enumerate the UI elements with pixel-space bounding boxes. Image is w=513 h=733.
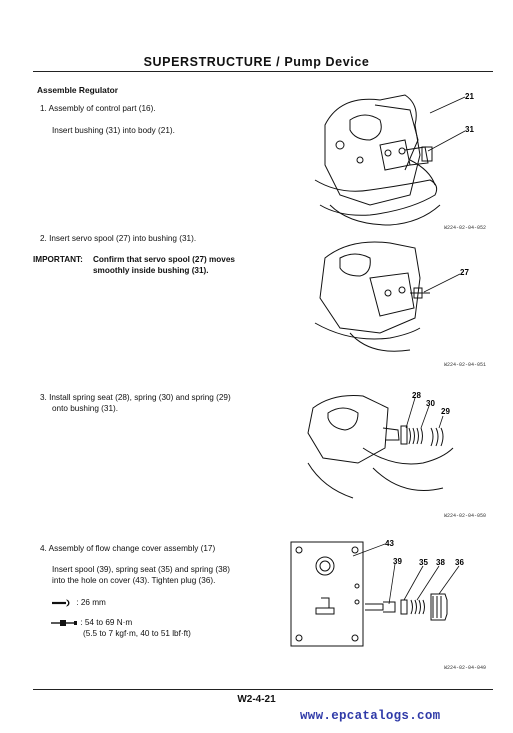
figure-3: [303, 388, 493, 514]
callout-38: 38: [436, 558, 445, 567]
figure-1: [310, 85, 490, 237]
figure-1-code: W224-02-04-052: [444, 225, 487, 231]
callout-28: 28: [412, 391, 421, 400]
torque-spec: [50, 617, 132, 628]
important-text-1: Confirm that servo spool (27) moves: [93, 255, 235, 264]
step-1-text: Insert bushing (31) into body (21).: [52, 126, 175, 135]
callout-30: 30: [426, 399, 435, 408]
step-4-text-2: into the hole on cover (43). Tighten plug (36).: [52, 576, 216, 585]
figure-4-code: W224-02-04-049: [444, 665, 487, 671]
step-1-title: 1. Assembly of control part (16).: [40, 104, 156, 113]
figure-4-illustration: [283, 538, 488, 664]
step-3-title: 3. Install spring seat (28), spring (30) and spring (29): [40, 393, 231, 402]
callout-36: 36: [455, 558, 464, 567]
wrench-size: : 26 mm: [76, 598, 106, 607]
wrench-spec: [50, 597, 106, 608]
step-4-text-1: Insert spool (39), spring seat (35) and spring (38): [52, 565, 230, 574]
figure-2-code: W224-02-04-051: [444, 362, 487, 368]
callout-35: 35: [419, 558, 428, 567]
footer-divider: [33, 689, 493, 690]
header-divider: [33, 71, 493, 72]
figure-2: [310, 238, 490, 362]
important-label: IMPORTANT:: [33, 255, 83, 264]
page-number: W2-4-21: [237, 694, 276, 705]
callout-31: 31: [465, 125, 474, 134]
figure-4: [283, 538, 488, 664]
page-title: SUPERSTRUCTURE / Pump Device: [143, 55, 370, 69]
watermark: www.epcatalogs.com: [300, 709, 441, 723]
figure-2-illustration: [310, 238, 490, 362]
figure-3-code: W224-02-04-050: [444, 513, 487, 519]
callout-39: 39: [393, 557, 402, 566]
callout-43: 43: [385, 539, 394, 548]
figure-1-illustration: [310, 85, 490, 237]
callout-27: 27: [460, 268, 469, 277]
figure-3-illustration: [303, 388, 493, 514]
torque-alt: (5.5 to 7 kgf·m, 40 to 51 lbf·ft): [83, 629, 191, 638]
wrench-icon: [50, 598, 74, 608]
torque-nm: : 54 to 69 N·m: [80, 618, 133, 627]
important-text-2: smoothly inside bushing (31).: [93, 266, 209, 275]
callout-29: 29: [441, 407, 450, 416]
step-4-title: 4. Assembly of flow change cover assembly (17): [40, 544, 216, 553]
step-2-title: 2. Insert servo spool (27) into bushing (31).: [40, 234, 197, 243]
section-heading: Assemble Regulator: [37, 85, 118, 95]
callout-21: 21: [465, 92, 474, 101]
step-3-text: onto bushing (31).: [52, 404, 118, 413]
torque-wrench-icon: [50, 618, 78, 628]
